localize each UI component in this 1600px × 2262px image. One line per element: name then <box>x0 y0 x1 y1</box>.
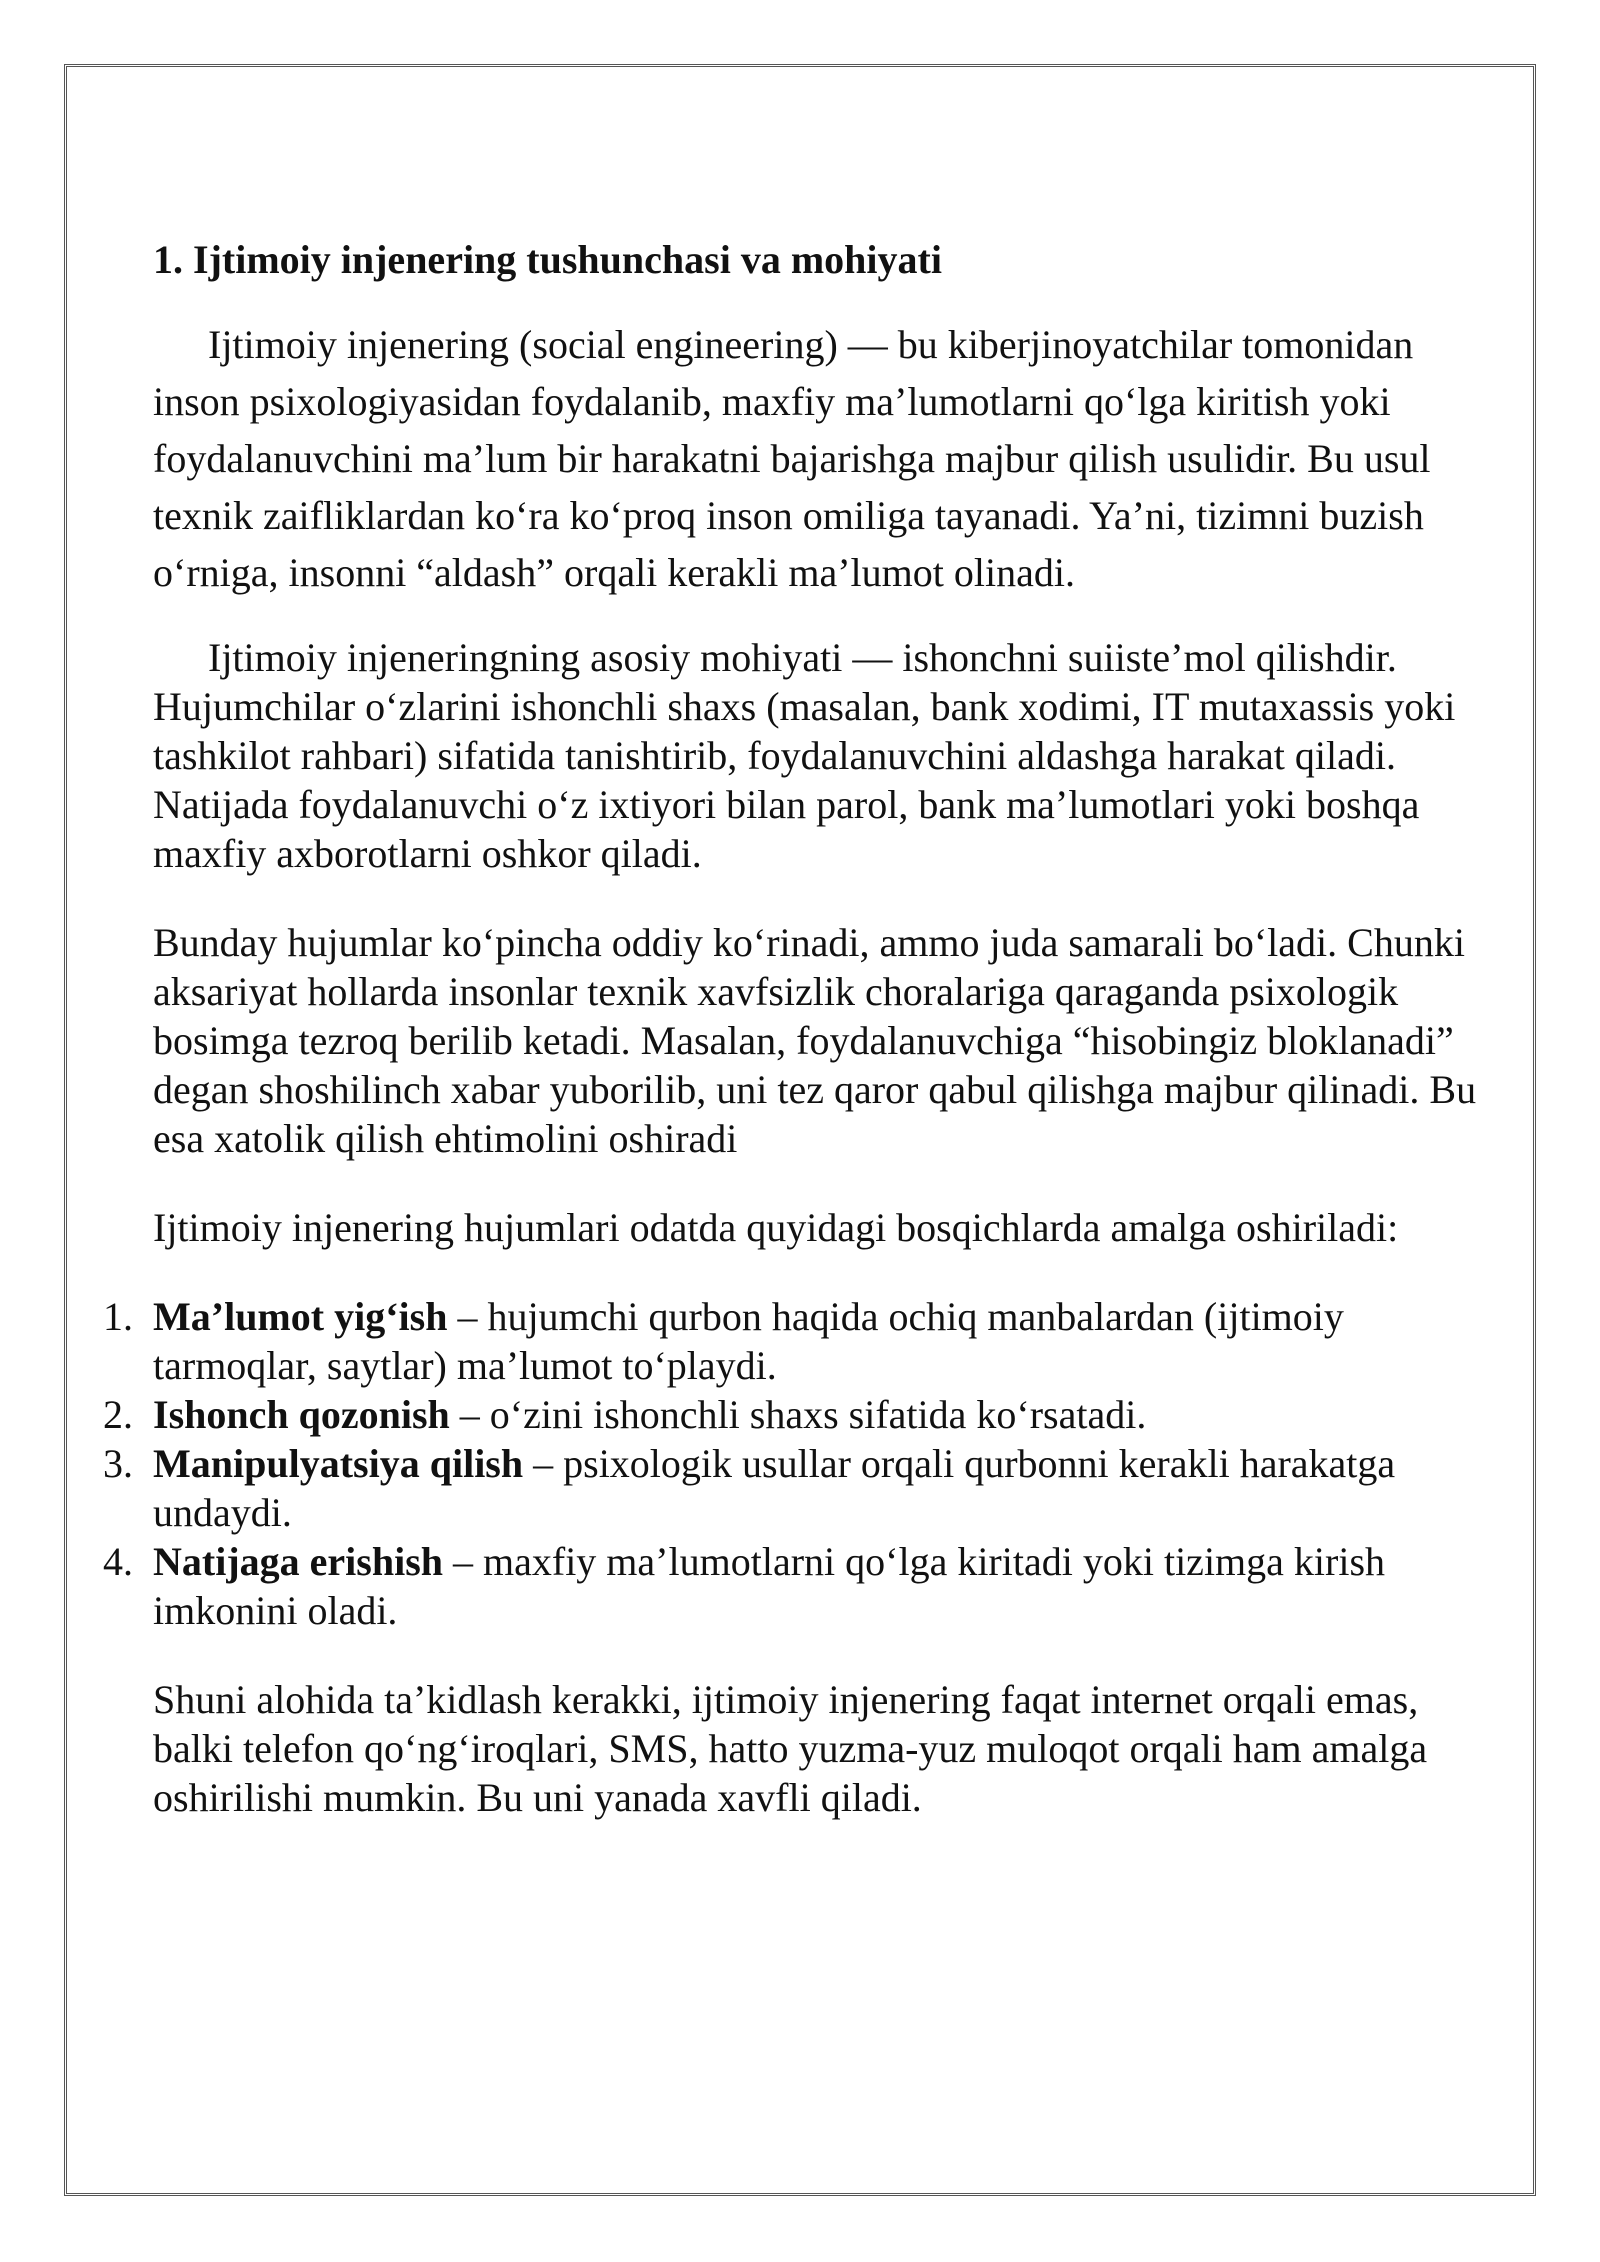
list-item-description: – hujumchi qurbon haqida ochiq manbalardan (ijtimoiy tarmoqlar, saytlar) ma’lumot to‘playdi. <box>153 1294 1344 1388</box>
list-item-number: 3. <box>103 1441 133 1486</box>
list-item-term: Ma’lumot yig‘ish <box>153 1294 448 1339</box>
list-item <box>103 1390 1493 1439</box>
list-item-number: 4. <box>103 1539 133 1584</box>
list-item-number: 1. <box>103 1294 133 1339</box>
list-item-description: – psixologik usullar orqali qurbonni kerakli harakatga undaydi. <box>153 1441 1396 1535</box>
list-item-description: – maxfiy ma’lumotlarni qo‘lga kiritadi yoki tizimga kirish imkonini oladi. <box>153 1539 1386 1633</box>
document-body <box>103 232 1493 1822</box>
list-item-term: Ishonch qozonish <box>153 1392 450 1437</box>
list-item <box>103 1439 1493 1537</box>
paragraph-effectiveness: Bunday hujumlar ko‘pincha oddiy ko‘rinadi, ammo juda samarali bo‘ladi. Chunki aksariyat hollarda insonlar texnik xavfsizlik choralariga qaraganda psixologik bosimga tezroq berilib ketadi. Masalan, foydalanuvchiga “hisobingiz bloklanadi” degan shoshilinch xabar yuborilib, uni tez qaror qabul qilishga majbur qilinadi. Bu esa xatolik qilish ehtimolini oshiradi <box>153 920 1477 1161</box>
paragraph-stages-intro: Ijtimoiy injenering hujumlari odatda quyidagi bosqichlarda amalga oshiriladi: <box>153 1205 1399 1250</box>
paragraph-conclusion: Shuni alohida ta’kidlash kerakki, ijtimoiy injenering faqat internet orqali emas, balki telefon qo‘ng‘iroqlari, SMS, hatto yuzma-yuz muloqot orqali ham amalga oshirilishi mumkin. Bu uni yanada xavfli qiladi. <box>153 1677 1428 1820</box>
list-item-description: – o‘zini ishonchli shaxs sifatida ko‘rsatadi. <box>449 1392 1147 1437</box>
list-item-number: 2. <box>103 1392 133 1437</box>
section-title: 1. Ijtimoiy injenering tushunchasi va mohiyati <box>153 237 942 282</box>
list-item <box>103 1292 1493 1390</box>
stages-list <box>103 1292 1493 1635</box>
list-item-term: Manipulyatsiya qilish <box>153 1441 524 1486</box>
list-item-term: Natijaga erishish <box>153 1539 443 1584</box>
list-item <box>103 1537 1493 1635</box>
paragraph-definition: Ijtimoiy injenering (social engineering) — bu kiberjinoyatchilar tomonidan inson psixologiyasidan foydalanib, maxfiy ma’lumotlarni qo‘lga kiritish yoki foydalanuvchini ma’lum bir harakatni bajarishga majbur qilish usulidir. Bu usul texnik zaifliklardan ko‘ra ko‘proq inson omiliga tayanadi. Ya’ni, tizimni buzish o‘rniga, insonni “aldash” orqali kerakli ma’lumot olinadi. <box>153 322 1431 595</box>
paragraph-essence: Ijtimoiy injeneringning asosiy mohiyati — ishonchni suiiste’mol qilishdir. Hujumchilar o‘zlarini ishonchli shaxs (masalan, bank xodimi, IT mutaxassis yoki tashkilot rahbari) sifatida tanishtirib, foydalanuvchini aldashga harakat qiladi. Natijada foydalanuvchi o‘z ixtiyori bilan parol, bank ma’lumotlari yoki boshqa maxfiy axborotlarni oshkor qiladi. <box>153 635 1456 876</box>
